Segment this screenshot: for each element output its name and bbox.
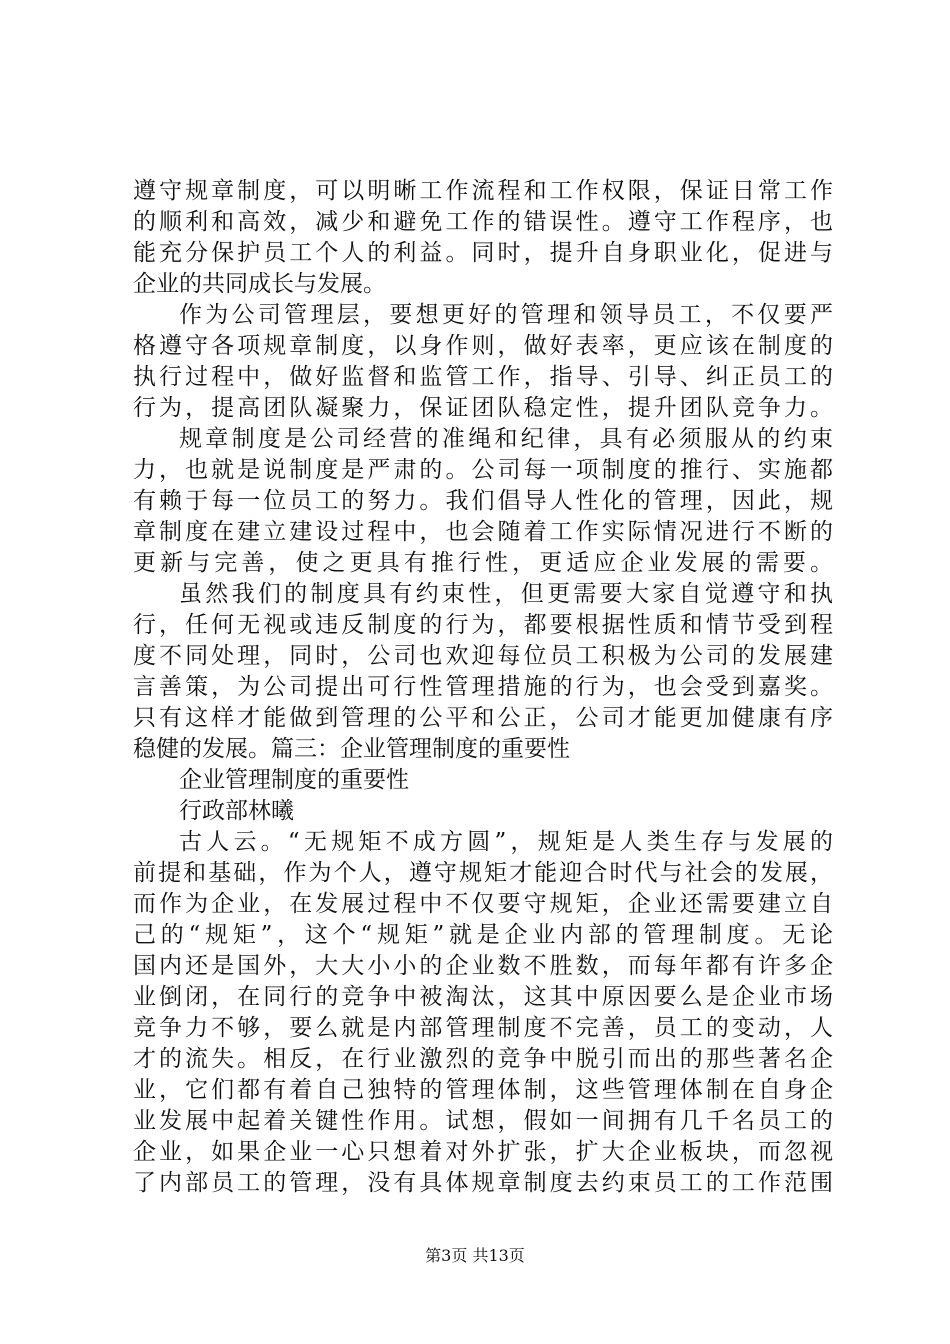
text-line: 的顺利和高效，减少和避免工作的错误性。遵守工作程序，也 [133,209,833,235]
text-line: 而作为企业，在发展过程中不仅要守规矩，企业还需要建立自 [133,891,833,917]
text-line: 业，它们都有着自己独特的管理体制，这些管理体制在自身企 [133,1077,833,1103]
text-line: 行政部林曦 [179,798,294,824]
text-line: 章制度在建立建设过程中，也会随着工作实际情况进行不断的 [133,519,833,545]
text-line: 稳健的发展。篇三：企业管理制度的重要性 [133,736,570,762]
text-line: 行，任何无视或违反制度的行为，都要根据性质和情节受到程 [133,612,833,638]
document-body [133,176,833,1199]
text-line: 能充分保护员工个人的利益。同时，提升自身职业化，促进与 [133,240,833,266]
text-line: 企业管理制度的重要性 [179,767,409,793]
text-line: 古人云。“无规矩不成方圆”，规矩是人类生存与发展的 [179,829,833,855]
text-line: 规章制度是公司经营的准绳和纪律，具有必须服从的约束 [179,426,833,452]
text-line: 前提和基础，作为个人，遵守规矩才能迎合时代与社会的发展， [133,860,833,886]
text-line: 度不同处理，同时，公司也欢迎每位员工积极为公司的发展建 [133,643,833,669]
text-line: 才的流失。相反，在行业激烈的竞争中脱引而出的那些著名企 [133,1046,833,1072]
page-footer: 第3页 共13页 [425,1246,525,1265]
text-line: 作为公司管理层，要想更好的管理和领导员工，不仅要严 [179,302,833,328]
text-line: 只有这样才能做到管理的公平和公正，公司才能更加健康有序 [133,705,833,731]
text-line: 了内部员工的管理，没有具体规章制度去约束员工的工作范围 [133,1170,833,1196]
text-line: 业发展中起着关键性作用。试想，假如一间拥有几千名员工的 [133,1108,833,1134]
text-line: 企业的共同成长与发展。 [133,271,386,297]
text-line: 己的“规矩”，这个“规矩”就是企业内部的管理制度。无论 [133,922,833,948]
text-line: 竞争力不够，要么就是内部管理制度不完善，员工的变动，人 [133,1015,833,1041]
text-line: 业倒闭，在同行的竞争中被淘汰，这其中原因要么是企业市场 [133,984,833,1010]
text-line: 国内还是国外，大大小小的企业数不胜数，而每年都有许多企 [133,953,833,979]
text-line: 企业，如果企业一心只想着对外扩张，扩大企业板块，而忽视 [133,1139,833,1165]
text-line: 更新与完善，使之更具有推行性，更适应企业发展的需要。 [133,550,833,576]
text-line: 行为，提高团队凝聚力，保证团队稳定性，提升团队竞争力。 [133,395,833,421]
text-line: 格遵守各项规章制度，以身作则，做好表率，更应该在制度的 [133,333,833,359]
text-line: 言善策，为公司提出可行性管理措施的行为，也会受到嘉奖。 [133,674,833,700]
text-line: 执行过程中，做好监督和监管工作，指导、引导、纠正员工的 [133,364,833,390]
text-line: 遵守规章制度，可以明晰工作流程和工作权限，保证日常工作 [133,178,833,204]
text-line: 虽然我们的制度具有约束性，但更需要大家自觉遵守和执 [179,581,833,607]
text-line: 有赖于每一位员工的努力。我们倡导人性化的管理，因此，规 [133,488,833,514]
text-line: 力，也就是说制度是严肃的。公司每一项制度的推行、实施都 [133,457,833,483]
